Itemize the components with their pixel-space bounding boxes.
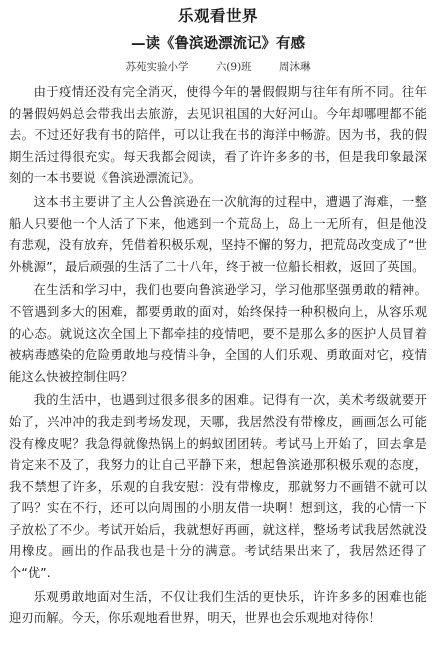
essay-byline bbox=[9, 60, 427, 74]
essay-paragraph-2: 这本书主要讲了主人公鲁滨逊在一次航海的过程中，遭遇了海难，一整船人只要他一个人活了下来，他逃到一个荒岛上，岛上一无所有，但是他没有悲观，没有放弃，凭借着积极乐观，坚持不懈的努力，把荒岛改变成了“世外桃源”，最后顽强的生活了二十八年，终于被一位船长相救，返回了英国。 bbox=[9, 194, 427, 274]
essay-subtitle: —读《鲁滨逊漂流记》有感 bbox=[131, 36, 305, 52]
essay-body bbox=[9, 82, 427, 630]
byline-school: 苏苑实验小学 bbox=[125, 61, 189, 73]
essay-paragraph-4: 我的生活中，也遇到过很多很多的困难。记得有一次，美术考级就要开始了，兴冲冲的我走到考场发现，天哪，我居然没有带橡皮，画画怎么可能没有橡皮呢？我急得就像热锅上的蚂蚁团团转。考试马上开始了，回去拿是肯定来不及了，我努力的让自己平静下来，想起鲁滨逊那积极乐观的态度，我不禁想了许多，乐观的自我安慰：没有带橡皮，那就努力不画错不就可以了吗？实在不行，还可以向周围的小朋友借一块啊！想到这，我的心情一下子放松了不少。考试开始后，我就想好再画，就这样，整场考试我居然就没用橡皮。画出的作品我也是十分的满意。考试结果出来了，我居然还得了个“优”. bbox=[9, 393, 427, 581]
byline-class: 六(9)班 bbox=[215, 61, 252, 73]
essay-paragraph-3: 在生活和学习中，我们也要向鲁滨逊学习，学习他那坚强勇敢的精神。不管遇到多大的困难，都要勇敢的面对，始终保持一种积极向上，从容乐观的心态。就说这次全国上下都牵挂的疫情吧，要不是那么多的医护人员冒着被病毒感染的危险勇敢地与疫情斗争，全国的人们乐观、勇敢面对它，疫情能这么快被控制住吗？ bbox=[9, 283, 427, 384]
essay-paragraph-1: 由于疫情还没有完全消灭，使得今年的暑假假期与往年有所不同。往年的暑假妈妈总会带我出去旅游，去见识祖国的大好河山。今年却哪哩都不能去。不过还好我有书的陪伴，可以让我在书的海洋中畅游。因为书，我的假期生活过得很充实。每天我都会阅读，看了许许多多的书，但是我印象最深刻的一本书要说《鲁滨逊漂流记》。 bbox=[9, 85, 427, 186]
essay-title: 乐观看世界 bbox=[177, 7, 258, 25]
byline-author: 周沐琳 bbox=[279, 61, 311, 73]
essay-paragraph-5: 乐观勇敢地面对生活，不仅让我们生活的更快乐，许许多多的困难也能迎刃而解。今天，你乐观地看世界，明天，世界也会乐观地对待你！ bbox=[9, 589, 427, 626]
